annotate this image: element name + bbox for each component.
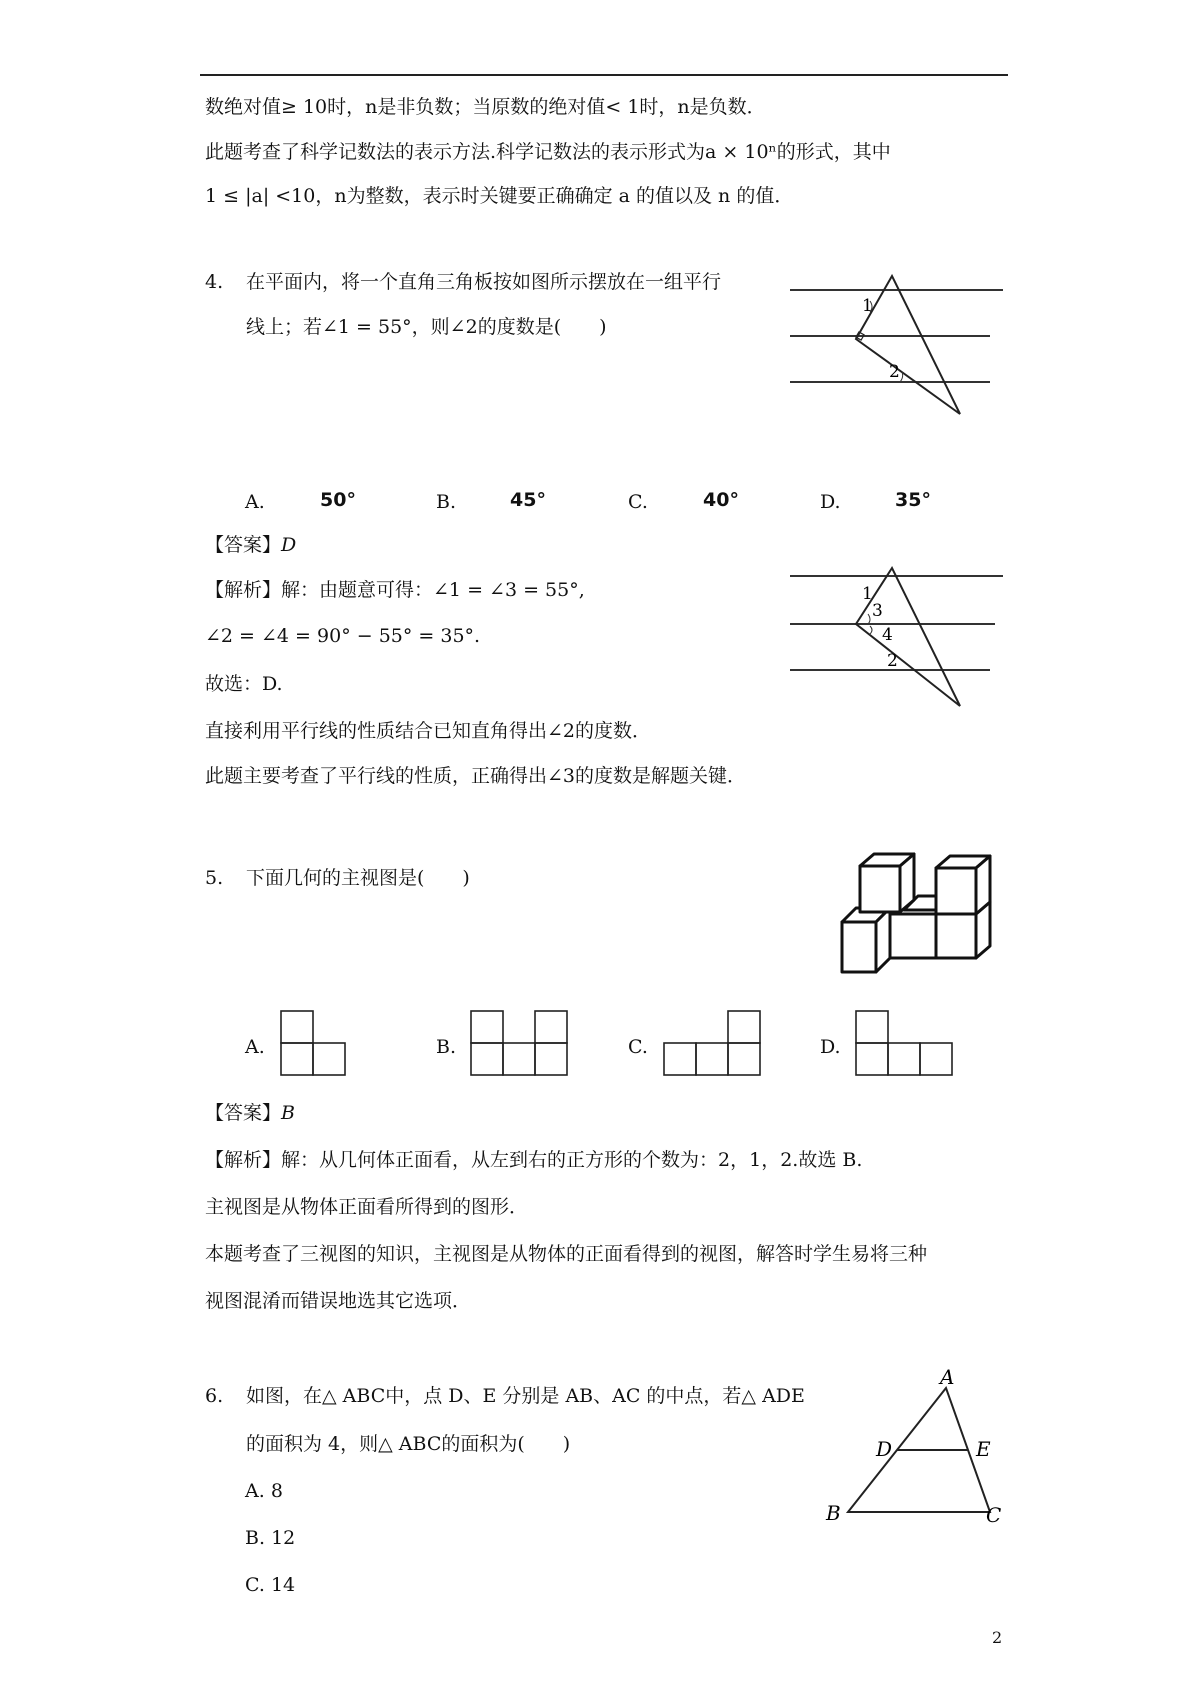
q4-analysis-line-5: 此题主要考查了平行线的性质，正确得出∠3的度数是解题关键． [205, 765, 747, 787]
q4-solution-figure [790, 562, 1005, 712]
q6-label-e: E [976, 1437, 991, 1461]
q4-analysis-line-3: 故选：D. [205, 673, 283, 695]
q5-analysis-text-1: 解：从几何体正面看，从左到右的正方形的个数为：2，1，2.故选 B. [281, 1149, 863, 1171]
q5-analysis-label: 【解析】 [205, 1149, 282, 1171]
q5-option-d-letter: D. [820, 1036, 841, 1058]
q4-answer-label: 【答案】 [205, 534, 282, 556]
q4-sol-label-3: 3 [872, 601, 883, 621]
q5-option-b-letter: B. [436, 1036, 457, 1058]
q4-sol-label-4: 4 [882, 625, 893, 645]
q5-analysis-line-3: 本题考查了三视图的知识，主视图是从物体的正面看得到的视图，解答时学生易将三种 [205, 1243, 928, 1265]
q4-answer [205, 531, 296, 559]
q4-option-b-letter: B. [436, 491, 457, 513]
q4-analysis-label: 【解析】 [205, 579, 282, 601]
q5-answer-label: 【答案】 [205, 1102, 282, 1124]
q4-answer-value: D [281, 534, 297, 556]
q4-option-a-letter: A. [245, 491, 265, 513]
q5-analysis-line-2: 主视图是从物体正面看所得到的图形． [205, 1196, 529, 1218]
q5-number: 5. [205, 867, 224, 889]
q6-label-b: B [826, 1501, 841, 1525]
q6-stem-line-2: 的面积为 4，则△ ABC的面积为( ) [246, 1433, 571, 1455]
q4-sol-label-1: 1 [862, 584, 873, 604]
q6-option-c-letter: C. [245, 1574, 265, 1596]
q6-option-a [245, 1477, 283, 1505]
q4-option-c-letter: C. [628, 491, 648, 513]
page-number: 2 [992, 1628, 1003, 1647]
header-rule [200, 74, 1008, 76]
q4-stem-line-1: 在平面内，将一个直角三角板按如图所示摆放在一组平行 [246, 271, 722, 293]
q4-fig-label-1: 1 [862, 296, 873, 316]
q4-option-d-value: 35° [895, 489, 931, 511]
q4-option-a-value: 50° [320, 489, 356, 511]
q4-sol-label-2: 2 [887, 651, 898, 671]
q6-option-b-letter: B. [245, 1527, 266, 1549]
q6-number: 6. [205, 1385, 224, 1407]
q4-analysis-line-4: 直接利用平行线的性质结合已知直角得出∠2的度数． [205, 720, 652, 742]
q6-option-c [245, 1571, 295, 1599]
q4-option-d-letter: D. [820, 491, 841, 513]
q5-stem: 下面几何的主视图是( ) [246, 867, 470, 889]
q4-analysis-line-2: ∠2 = ∠4 = 90° − 55° = 35°. [205, 625, 481, 647]
q5-answer-value: B [281, 1102, 295, 1124]
q5-answer [205, 1099, 295, 1127]
q4-fig-label-2: 2 [889, 362, 900, 382]
q6-label-a: A [940, 1368, 955, 1389]
q5-option-b-figure [470, 1010, 572, 1080]
prev-explanation-line-3: 1 ≤ |a| <10，n为整数，表示时关键要正确确定 a 的值以及 n 的值． [205, 185, 794, 207]
q6-option-a-letter: A. [245, 1480, 265, 1502]
q5-analysis-line-1 [205, 1146, 862, 1174]
q4-stem-line-2: 线上；若∠1 = 55°，则∠2的度数是( ) [246, 316, 607, 338]
q6-triangle-figure [822, 1368, 1012, 1534]
q6-option-b-value: 12 [271, 1527, 296, 1549]
q5-option-a-letter: A. [245, 1036, 265, 1058]
q6-stem-line-1: 如图，在△ ABC中，点 D、E 分别是 AB、AC 的中点，若△ ADE [246, 1385, 805, 1407]
q5-option-c-letter: C. [628, 1036, 648, 1058]
q6-label-d: D [876, 1437, 893, 1461]
q6-option-b [245, 1524, 295, 1552]
q6-label-c: C [986, 1503, 1002, 1527]
prev-explanation-line-2: 此题考查了科学记数法的表示方法.科学记数法的表示形式为a × 10ⁿ的形式，其中 [205, 141, 891, 163]
q5-option-d-figure [855, 1010, 957, 1080]
q5-solid-figure [840, 850, 1010, 976]
prev-explanation-line-1: 数绝对值≥ 10时，n是非负数；当原数的绝对值< 1时，n是负数． [205, 96, 766, 118]
q5-option-c-figure [663, 1010, 765, 1080]
q5-analysis-line-4: 视图混淆而错误地选其它选项． [205, 1290, 472, 1312]
q4-figure [790, 268, 1005, 418]
q4-number: 4. [205, 271, 224, 293]
q5-option-a-figure [280, 1010, 350, 1080]
q6-option-c-value: 14 [270, 1574, 296, 1596]
q6-option-a-value: 8 [270, 1480, 283, 1502]
q4-option-c-value: 40° [703, 489, 739, 511]
q4-analysis-text-1: 解：由题意可得：∠1 = ∠3 = 55°, [281, 579, 585, 601]
q4-option-b-value: 45° [510, 489, 546, 511]
q4-analysis-line-1 [205, 576, 585, 604]
